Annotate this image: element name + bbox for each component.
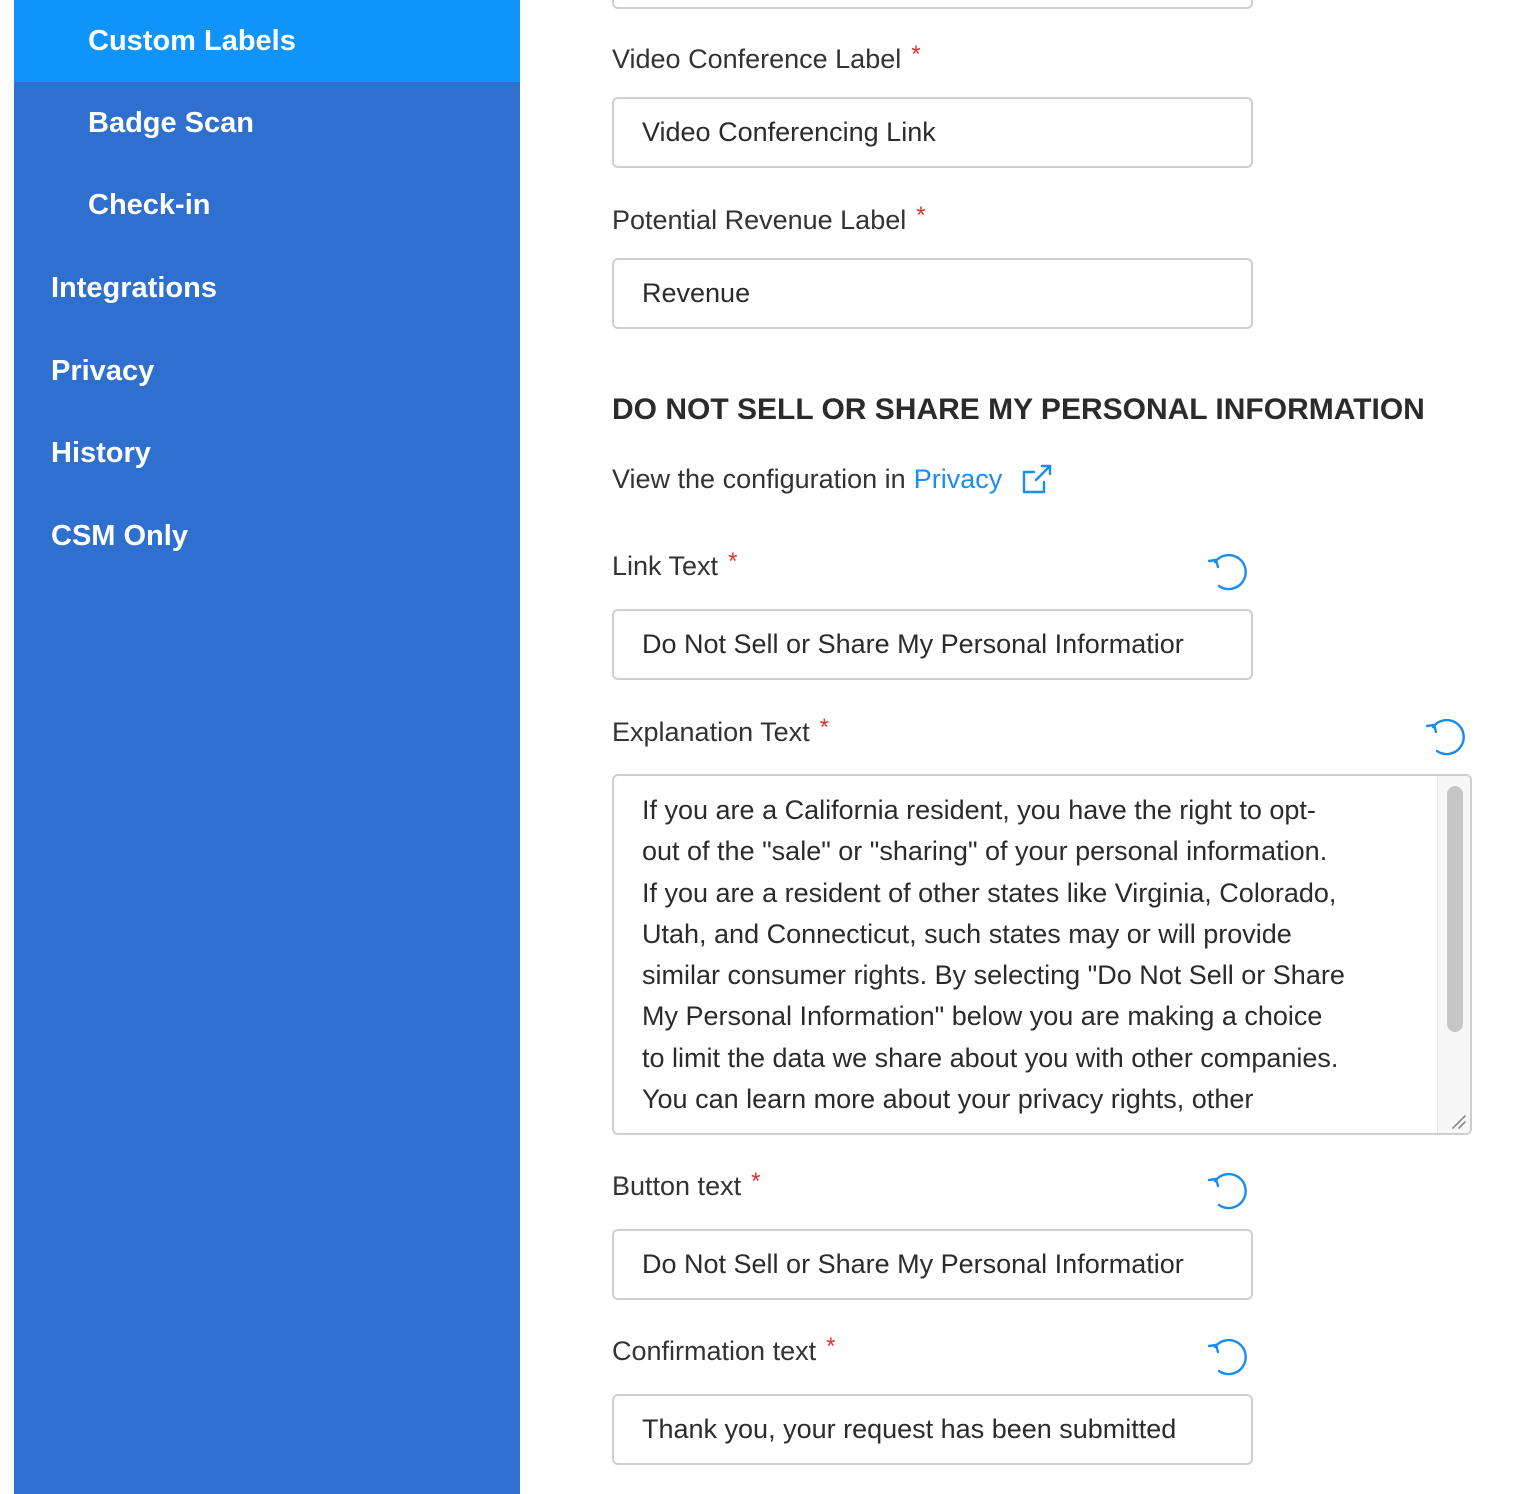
required-marker: * <box>826 1333 836 1360</box>
reset-icon[interactable] <box>1205 1167 1253 1215</box>
button-text-input[interactable] <box>612 1229 1253 1300</box>
video-conference-input[interactable] <box>612 97 1253 168</box>
required-marker: * <box>911 41 921 68</box>
field-label-text: Link Text <box>612 551 719 581</box>
text-line: out of the "sale" or "sharing" of your personal information. <box>642 836 1328 867</box>
sidebar-item-integrations[interactable] <box>14 247 520 329</box>
reset-icon[interactable] <box>1423 713 1471 761</box>
previous-field-input[interactable] <box>612 0 1253 9</box>
video-conference-label <box>612 41 921 75</box>
explanation-text-label <box>612 714 829 748</box>
text-line: You can learn more about your privacy rights, other <box>642 1084 1254 1115</box>
help-text: View the configuration in <box>612 463 906 494</box>
explanation-textarea[interactable] <box>612 774 1472 1135</box>
potential-revenue-input[interactable] <box>612 258 1253 329</box>
text-line: If you are a resident of other states like Virginia, Colorado, <box>642 877 1337 908</box>
scrollbar[interactable] <box>1437 776 1470 1133</box>
sidebar <box>14 0 520 1494</box>
field-label-text: Video Conference Label <box>612 44 902 74</box>
text-line: to limit the data we share about you with other companies. <box>642 1042 1339 1073</box>
sidebar-item-label: Integrations <box>51 271 217 304</box>
sidebar-item-badge-scan[interactable] <box>14 82 520 164</box>
confirmation-text-label <box>612 1333 836 1367</box>
potential-revenue-label <box>612 202 926 236</box>
sidebar-item-label: Check-in <box>88 188 211 221</box>
required-marker: * <box>916 202 926 229</box>
reset-icon[interactable] <box>1205 1333 1253 1381</box>
sidebar-item-label: CSM Only <box>51 519 188 552</box>
sidebar-item-check-in[interactable] <box>14 164 520 246</box>
sidebar-item-label: Badge Scan <box>88 106 254 139</box>
privacy-link[interactable]: Privacy <box>913 463 1003 494</box>
text-line: similar consumer rights. By selecting "Do Not Sell or Share <box>642 960 1345 991</box>
sidebar-item-custom-labels[interactable] <box>14 0 520 82</box>
button-text-label <box>612 1168 761 1202</box>
resize-handle-icon[interactable] <box>1447 1110 1467 1130</box>
required-marker: * <box>728 548 738 575</box>
text-line: My Personal Information" below you are making a choice <box>642 1001 1323 1032</box>
privacy-help-text <box>612 462 1054 496</box>
confirmation-text-input[interactable] <box>612 1394 1253 1465</box>
field-label-text: Potential Revenue Label <box>612 205 907 235</box>
explanation-text-content <box>642 790 1412 1120</box>
link-text-input[interactable] <box>612 609 1253 680</box>
field-label-text: Confirmation text <box>612 1336 817 1366</box>
field-label-text: Button text <box>612 1171 742 1201</box>
external-link-icon[interactable] <box>1020 462 1054 496</box>
reset-icon[interactable] <box>1205 548 1253 596</box>
section-title: DO NOT SELL OR SHARE MY PERSONAL INFORMATION <box>612 393 1425 426</box>
required-marker: * <box>819 714 829 741</box>
required-marker: * <box>751 1168 761 1195</box>
link-text-label <box>612 548 738 582</box>
sidebar-item-label: Custom Labels <box>88 24 296 57</box>
sidebar-item-label: Privacy <box>51 354 155 387</box>
text-line: Utah, and Connecticut, such states may or will provide <box>642 918 1292 949</box>
sidebar-item-label: History <box>51 436 151 469</box>
sidebar-item-privacy[interactable] <box>14 330 520 412</box>
scrollbar-thumb[interactable] <box>1447 786 1463 1032</box>
sidebar-item-csm-only[interactable] <box>14 495 520 577</box>
field-label-text: Explanation Text <box>612 717 810 747</box>
sidebar-item-history[interactable] <box>14 412 520 494</box>
text-line: If you are a California resident, you have the right to opt- <box>642 795 1316 825</box>
